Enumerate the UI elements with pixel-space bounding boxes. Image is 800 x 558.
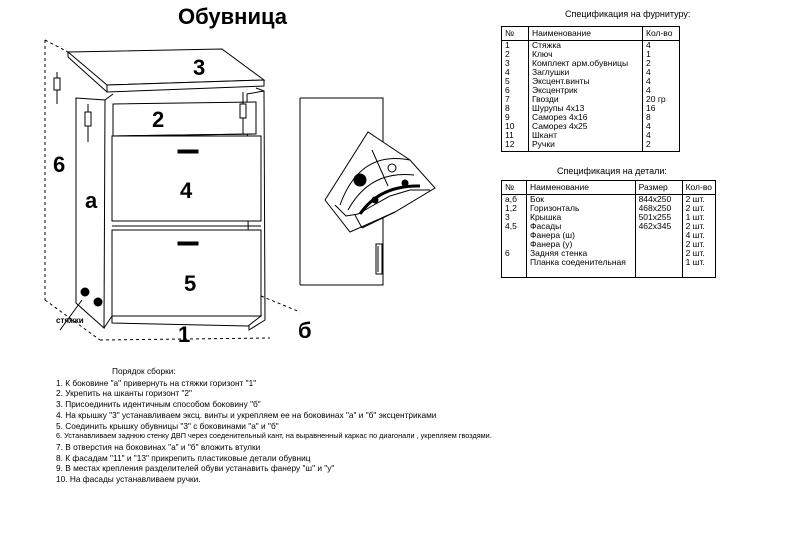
table-cell — [635, 231, 682, 240]
table-cell: 2 — [643, 59, 680, 68]
table-cell — [502, 258, 527, 267]
table-cell — [635, 249, 682, 258]
table-cell: Саморез 4х16 — [529, 113, 643, 122]
col-header: № — [502, 27, 529, 41]
table-cell: 468х250 — [635, 204, 682, 213]
col-header: Размер — [635, 181, 682, 195]
table-cell: Фасады — [527, 222, 636, 231]
table-cell: 501х255 — [635, 213, 682, 222]
table-cell: Стяжка — [529, 41, 643, 51]
table-cell: Шкант — [529, 131, 643, 140]
table-cell: 4 — [643, 77, 680, 86]
table-cell: 1,2 — [502, 204, 527, 213]
assembly-step: 4. На крышку "3" устанавливаем эксц. винты и укрепляем ее на боковинах "а" и "б" эксцентриками — [56, 409, 437, 420]
table-cell: 8 — [502, 104, 529, 113]
label-b: б — [298, 318, 312, 343]
hardware-spec-table — [501, 26, 680, 152]
table-cell: Задняя стенка — [527, 249, 636, 258]
table-cell: 4 — [643, 131, 680, 140]
table-cell: Саморез 4х25 — [529, 122, 643, 131]
table-cell: 4 — [643, 86, 680, 95]
col-header: № — [502, 181, 527, 195]
tie-left-upper — [54, 72, 60, 104]
assembly-title: Порядок сборки: — [112, 366, 176, 376]
table-cell: Эксцентрик — [529, 86, 643, 95]
table-cell — [635, 240, 682, 249]
table-cell: 8 — [643, 113, 680, 122]
table-cell: 1 шт. — [682, 258, 715, 267]
table-cell: 7 — [502, 95, 529, 104]
table-cell: 1 шт. — [682, 213, 715, 222]
table-cell: 3 — [502, 213, 527, 222]
hardware-spec-title: Спецификация на фурнитуру: — [565, 9, 691, 19]
col-header: Кол-во — [682, 181, 715, 195]
col-header: Наименование — [529, 27, 643, 41]
col-header: Кол-во — [643, 27, 680, 41]
col-header: Наименование — [527, 181, 636, 195]
assembly-step: 8. К фасадам "11" и "13" прикрепить пластиковые детали обувниц — [56, 452, 311, 463]
table-cell: 844х250 — [635, 195, 682, 205]
assembly-step: 6. Устанавливаем заднюю стенку ДВП через соеденительный кант, на выравненный каркас по диагонали , укрепляем гвоздями. — [56, 431, 492, 441]
assembly-step: 9. В местах крепления разделителей обуви устанавить фанеру "ш" и "у" — [56, 463, 335, 474]
table-cell — [502, 231, 527, 240]
assembly-step: 1. К боковине "а" привернуть на стяжки горизонт "1" — [56, 377, 257, 388]
assembly-instructions — [56, 366, 492, 485]
table-cell: Горизонталь — [527, 204, 636, 213]
table-cell: а,б — [502, 195, 527, 205]
table-row — [502, 77, 680, 86]
handle-lower — [178, 242, 198, 245]
horizontal-2 — [113, 102, 256, 136]
top-panel-3 — [68, 49, 264, 85]
table-spacer-row — [502, 267, 716, 278]
table-cell — [635, 258, 682, 267]
table-cell: Заглушки — [529, 68, 643, 77]
label-4: 4 — [180, 178, 193, 203]
assembly-step: 5. Соединить крышку обувницы "3" с боковинами "а" и "б" — [56, 420, 279, 431]
table-cell: Ручки — [529, 140, 643, 149]
table-cell: 4 — [643, 122, 680, 131]
table-cell: 4 — [643, 68, 680, 77]
table-cell: 11 — [502, 131, 529, 140]
table-cell: Фанера (ш) — [527, 231, 636, 240]
table-cell: Ключ — [529, 50, 643, 59]
table-cell: 6 — [502, 86, 529, 95]
table-row — [502, 113, 680, 122]
table-cell: 1 — [502, 41, 529, 51]
table-cell: 12 — [502, 140, 529, 149]
label-ties: стяжки — [56, 316, 84, 325]
table-row — [502, 104, 680, 113]
page-title: Обувница — [178, 4, 288, 29]
label-1: 1 — [178, 322, 191, 347]
table-cell: 20 гр — [643, 95, 680, 104]
table-cell: 5 — [502, 77, 529, 86]
table-cell: 9 — [502, 113, 529, 122]
table-cell: 2 — [502, 50, 529, 59]
table-row — [502, 131, 680, 140]
table-cell: 4 — [643, 41, 680, 51]
table-row — [502, 68, 680, 77]
table-cell: Планка соеденительная — [527, 258, 636, 267]
table-cell: Гвозди — [529, 95, 643, 104]
label-3: 3 — [193, 55, 206, 80]
table-cell: 16 — [643, 104, 680, 113]
table-cell: 4 — [502, 68, 529, 77]
table-cell: 2 шт. — [682, 249, 715, 258]
table-cell: 10 — [502, 122, 529, 131]
label-a: а — [85, 188, 98, 213]
table-cell: 2 шт. — [682, 240, 715, 249]
assembly-step: 7. В отверстия на боковинах "а" и "б" вложить втулки — [56, 441, 261, 452]
parts-spec-table — [501, 180, 716, 278]
table-cell: 462х345 — [635, 222, 682, 231]
table-cell: 2 шт. — [682, 204, 715, 213]
table-cell: 4,5 — [502, 222, 527, 231]
assembly-step: 3. Присоединить идентичным способом боковину "б" — [56, 399, 261, 410]
table-spacer-row — [502, 149, 680, 152]
table-cell: 2 — [643, 140, 680, 149]
table-cell: 3 — [502, 59, 529, 68]
parts-spec-title: Спецификация на детали: — [557, 166, 667, 176]
table-row — [502, 258, 716, 267]
shoe-rack-mechanism-detail — [300, 98, 435, 285]
table-cell: 4 шт. — [682, 231, 715, 240]
table-row — [502, 41, 680, 51]
label-5: 5 — [184, 271, 197, 296]
table-cell: 6 — [502, 249, 527, 258]
label-2: 2 — [152, 107, 165, 132]
table-cell: Шурупы 4х13 — [529, 104, 643, 113]
label-6: 6 — [53, 152, 66, 177]
table-cell: 2 шт. — [682, 222, 715, 231]
handle-upper — [178, 150, 198, 153]
table-cell: 2 шт. — [682, 195, 715, 205]
table-cell: Комплект арм.обувницы — [529, 59, 643, 68]
table-cell: Фанера (у) — [527, 240, 636, 249]
table-cell: Бок — [527, 195, 636, 205]
assembly-step: 10. На фасады устанавливаем ручки. — [56, 474, 201, 485]
assembly-step: 2. Укрепить на шканты горизонт "2" — [56, 388, 192, 399]
table-row — [502, 122, 680, 131]
table-row — [502, 59, 680, 68]
table-cell: Крышка — [527, 213, 636, 222]
table-row — [502, 140, 680, 149]
table-cell: 1 — [643, 50, 680, 59]
table-cell: Эксцент.винты — [529, 77, 643, 86]
